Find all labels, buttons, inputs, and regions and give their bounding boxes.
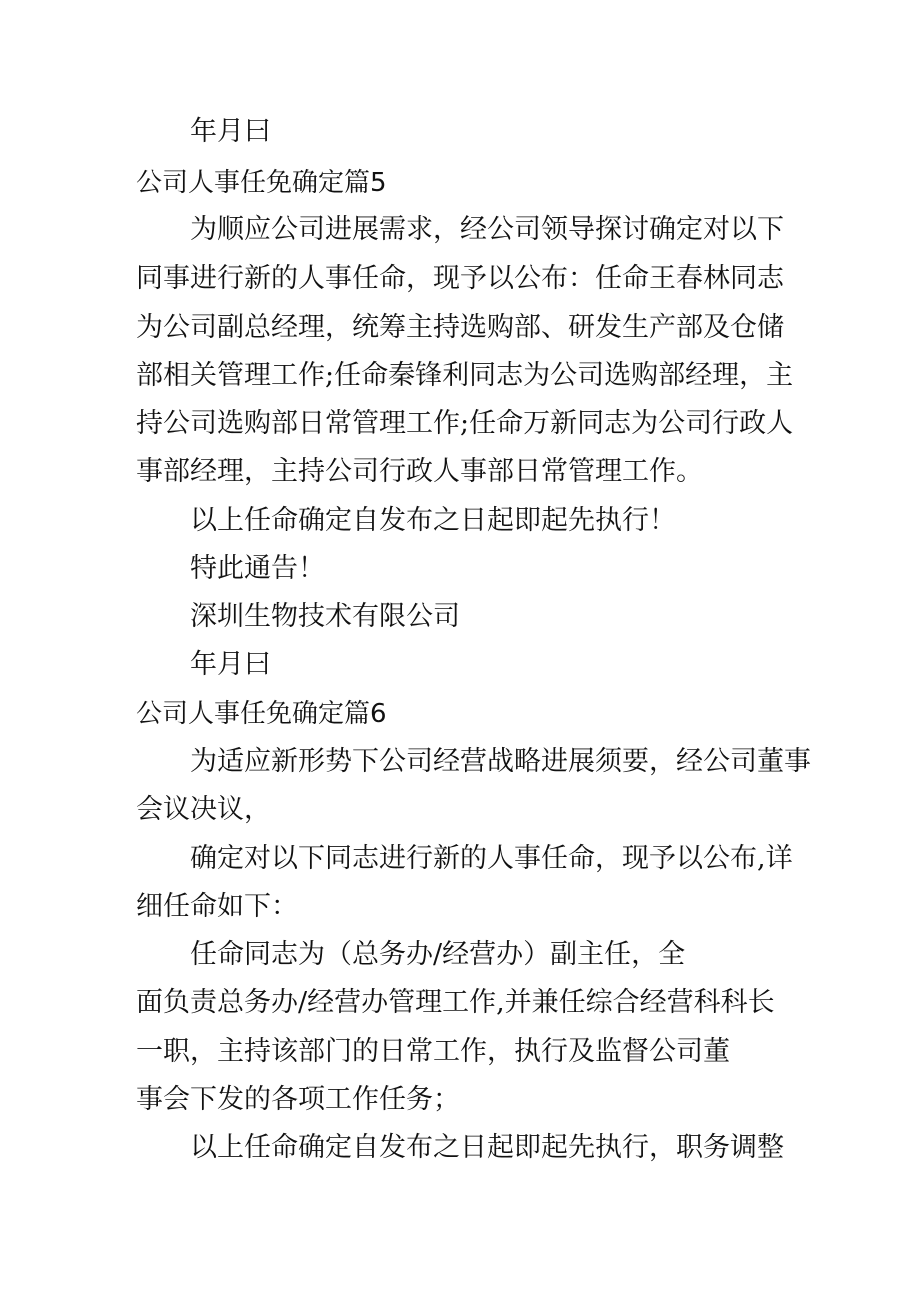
paragraph-line: 事会下发的各项工作任务； (136, 1084, 460, 1115)
date-line-2: 年月曰 (190, 649, 271, 680)
paragraph-line: 以上任命确定自发布之日起即起先执行，职务调整 (190, 1132, 784, 1163)
paragraph-line: 持公司选购部日常管理工作;任命万新同志为公司行政人 (136, 408, 794, 439)
paragraph-line: 面负责总务办/经营办管理工作,并兼任综合经营科科长 (136, 987, 775, 1018)
section-heading-6: 公司人事任免确定篇6 (136, 699, 387, 729)
paragraph-line: 以上任命确定自发布之日起即起先执行！ (190, 505, 676, 536)
paragraph-line: 部相关管理工作;任命秦锋利同志为公司选购部经理，主 (136, 360, 794, 391)
paragraph-line: 为适应新形势下公司经营战略进展须要，经公司董事 (190, 746, 811, 777)
paragraph-line: 为顺应公司进展需求，经公司领导探讨确定对以下 (190, 214, 784, 245)
paragraph-line: 确定对以下同志进行新的人事任命，现予以公布,详 (190, 843, 793, 874)
date-line-1: 年月曰 (190, 116, 271, 147)
paragraph-line: 同事进行新的人事任命，现予以公布：任命王春林同志 (136, 263, 784, 294)
paragraph-line: 会议决议， (136, 794, 271, 825)
paragraph-line: 事部经理，主持公司行政人事部日常管理工作。 (136, 456, 703, 487)
paragraph-line: 一职，主持该部门的日常工作，执行及监督公司董 (136, 1036, 730, 1067)
notice-line: 特此通告！ (190, 553, 325, 584)
paragraph-line: 细任命如下： (136, 891, 298, 922)
paragraph-line: 为公司副总经理，统筹主持选购部、研发生产部及仓储 (136, 312, 784, 343)
company-name: 深圳生物技术有限公司 (190, 601, 460, 632)
section-heading-5: 公司人事任免确定篇5 (136, 168, 387, 198)
paragraph-line: 任命同志为（总务办/经营办）副主任，全 (190, 939, 686, 970)
